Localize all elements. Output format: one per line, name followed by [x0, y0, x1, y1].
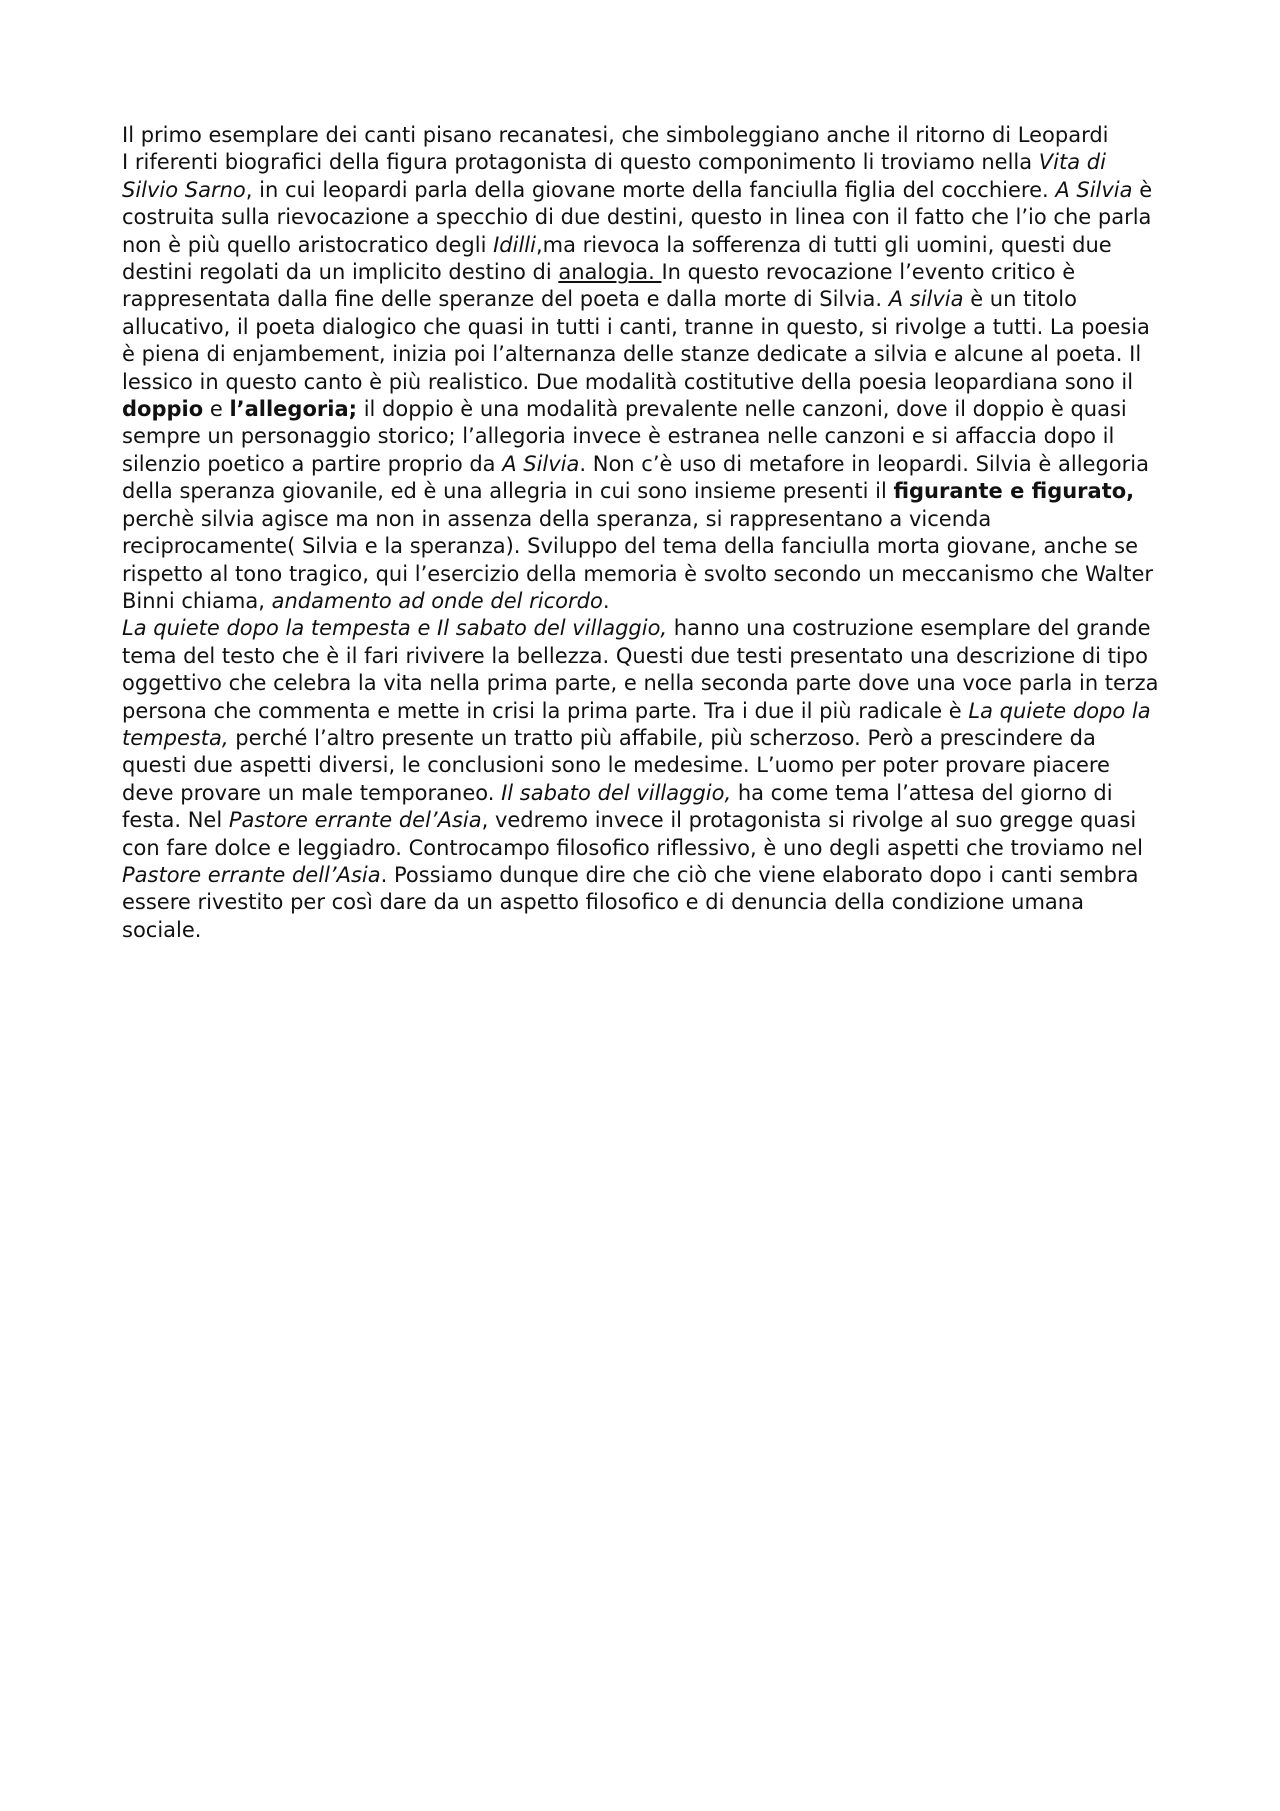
text-run: A Silvia: [502, 451, 580, 476]
text-run: andamento ad onde del ricordo: [271, 588, 603, 613]
document-body: [122, 122, 1162, 944]
text-run: .: [602, 588, 610, 613]
text-run: , vedremo invece il protagonista si rivolge al suo gregge quasi con fare dolce e leggiadro. Controcampo filosofico riflessivo, è uno degli aspetti che troviamo nel: [122, 808, 1143, 860]
text-run: La quiete dopo la tempesta e Il sabato del villaggio,: [122, 616, 668, 641]
text-run: ha come tema l’attesa del giorno di festa. Nel: [122, 780, 1113, 833]
text-run: perché l’altro presente un tratto più affabile, più scherzoso. Però a prescindere da questi due aspetti diversi, le conclusioni sono le medesime. L’uomo per poter provare piacere deve provare un male temporaneo.: [122, 725, 1110, 805]
text-run: A Silvia: [1055, 177, 1133, 202]
text-run: In questo revocazione l’evento critico è rappresentata dalla fine delle speranze del poeta e dalla morte di Silvia.: [122, 260, 1076, 312]
text-run: Pastore errante del’Asia: [228, 808, 482, 833]
text-run: l’allegoria;: [229, 397, 358, 422]
text-run: Il primo esemplare dei canti pisano recanatesi, che simboleggiano anche il ritorno di Leopardi: [122, 123, 1109, 147]
text-run: Vita di Silvio Sarno: [122, 150, 1106, 202]
text-run: è un titolo allucativo, il poeta dialogico che quasi in tutti i canti, tranne in questo, si rivolge a tutti. La poesia è piena di enjambement, inizia poi l’alternanza delle stanze dedicate a silvia e alcune al poeta. Il lessico in questo canto è più realistico. Due modalità costitutive della poesia leopardiana sono il: [122, 287, 1150, 394]
text-run: hanno una costruzione esemplare del grande tema del testo che è il fari rivivere la bellezza. Questi due testi presentato una descrizione di tipo oggettivo che celebra la vita nella prima parte, e nella seconda parte dove una voce parla in terza persona che commenta e mette in crisi la prima parte. Tra i due il più radicale è: [122, 616, 1159, 723]
text-run: , in cui leopardi parla della giovane morte della fanciulla figlia del cocchiere.: [245, 177, 1056, 202]
text-run: doppio: [122, 397, 204, 422]
text-run: ,ma rievoca la sofferenza di tutti gli uomini, questi due destini regolati da un implicito destino di: [122, 232, 1112, 285]
text-run: figurante e figurato,: [893, 479, 1135, 504]
text-run: Il sabato del villaggio,: [501, 780, 732, 805]
text-run: il doppio è una modalità prevalente nelle canzoni, dove il doppio è quasi sempre un personaggio storico; l’allegoria invece è estranea nelle canzoni e si affaccia dopo il silenzio poetico a partire proprio da: [122, 397, 1127, 476]
text-run: e: [203, 397, 230, 422]
text-run: perchè silvia agisce ma non in assenza della speranza, si rappresentano a vicenda reciprocamente( Silvia e la speranza). Sviluppo del tema della fanciulla morta giovane, anche se rispetto al tono tragico, qui l’esercizio della memoria è svolto secondo un meccanismo che Walter Binni chiama,: [122, 506, 1153, 613]
text-run: . Non c’è uso di metafore in leopardi. Silvia è allegoria della speranza giovanile, ed è una allegria in cui sono insieme presenti il: [122, 451, 1149, 504]
paragraph: [122, 615, 1162, 944]
paragraph: [122, 149, 1162, 615]
paragraph: [122, 122, 1162, 149]
text-run: I riferenti biografici della figura protagonista di questo componimento li troviamo nella: [122, 150, 1039, 175]
text-run: La quiete dopo la tempesta,: [122, 698, 1151, 750]
text-run: Idilli: [493, 232, 536, 257]
text-run: A silvia: [888, 287, 964, 312]
text-run: analogia.: [558, 260, 662, 285]
text-run: . Possiamo dunque dire che ciò che viene elaborato dopo i canti sembra essere rivestito per così dare da un aspetto filosofico e di denuncia della condizione umana sociale.: [122, 862, 1139, 942]
text-run: è costruita sulla rievocazione a specchio di due destini, questo in linea con il fatto che l’io che parla non è più quello aristocratico degli: [122, 177, 1153, 257]
text-run: Pastore errante dell’Asia: [122, 862, 381, 887]
